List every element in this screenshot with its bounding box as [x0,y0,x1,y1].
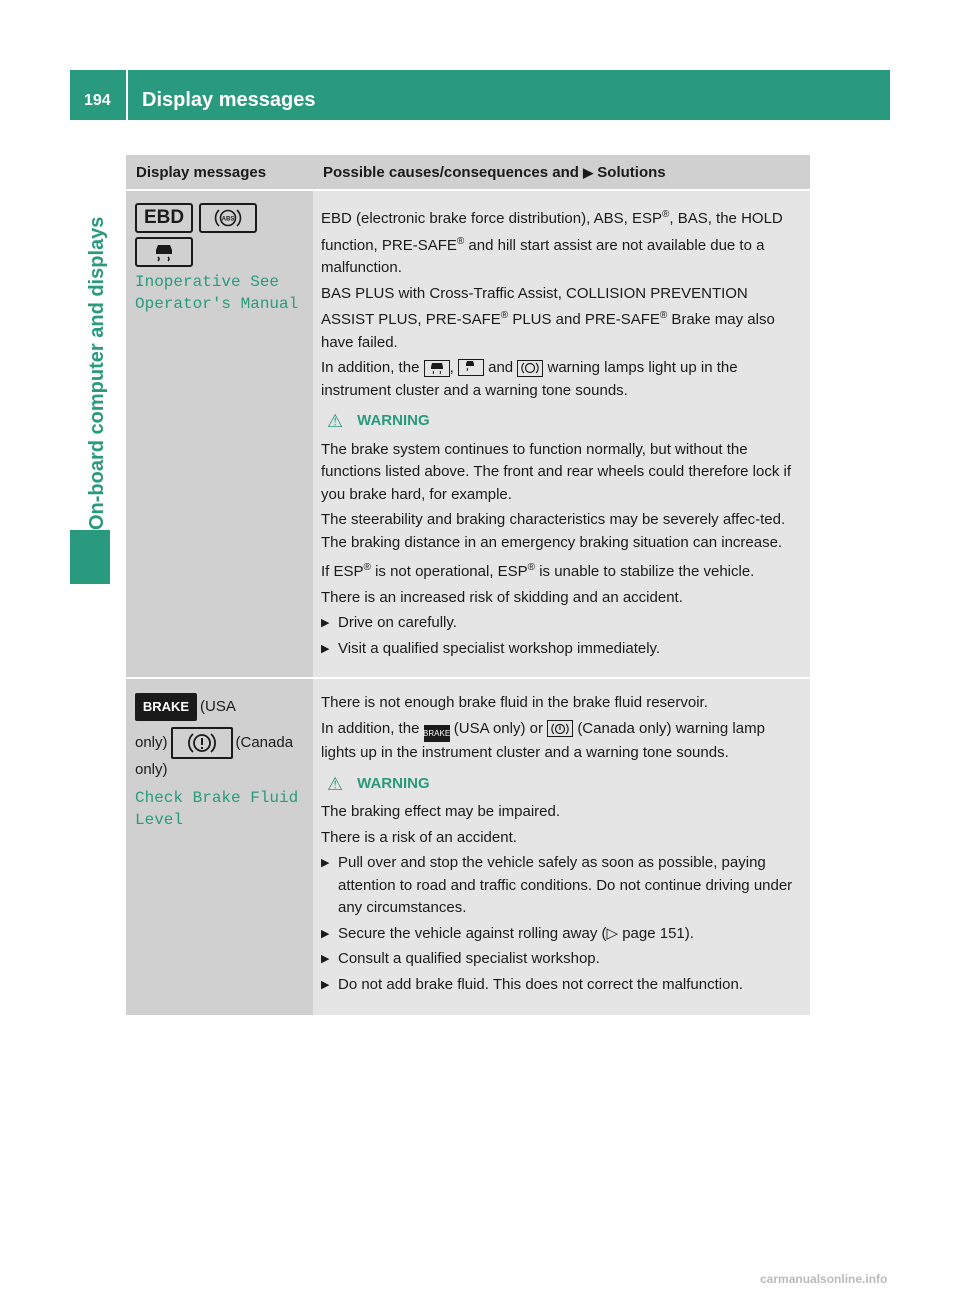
bullet-arrow-icon: ▶ [321,642,330,655]
bullet-arrow-icon: ▶ [321,978,330,991]
svg-text:ABS: ABS [221,216,235,223]
list-item: ▶ Visit a qualified specialist workshop immediately. [321,638,802,661]
display-message-cell: BRAKE (USA only) (Canada only) Check Brake Fluid Level [126,679,313,1015]
abs-warning-icon [517,360,543,377]
bullet-arrow-icon: ▶ [321,617,330,629]
esp-off-icon [458,359,484,376]
page-reference-link[interactable]: page 151). [622,924,694,942]
brake-warning-icon [547,720,573,737]
page-title: Display messages [142,89,316,111]
display-message-text: Check Brake Fluid Level [135,789,299,829]
table-header-row [126,155,810,191]
esp-car-skid-icon [135,237,193,267]
car-skid-icon [424,360,450,377]
ebd-icon: EBD [135,203,193,233]
list-item: ▶ Secure the vehicle against rolling away (▷ page 151). [321,923,802,946]
bullet-arrow-icon: ▶ [321,953,330,966]
warning-heading: ⚠ WARNING [327,411,430,431]
list-item: ▶ Pull over and stop the vehicle safely as soon as possible, paying attention to road and traffic conditions. Do not continue driving under any circumstances. [321,852,802,920]
col-causes-header: Possible causes/consequences and ▶ Solutions [323,164,666,181]
list-item: ▶ Drive on carefully. [321,612,802,635]
page-reference-icon: ▷ [606,924,619,942]
warning-triangle-icon: ⚠ [327,411,344,431]
brake-icon: BRAKE [135,693,197,721]
bullet-arrow-icon: ▶ [321,857,330,870]
brake-warning-icon [171,727,233,759]
bullet-arrow-icon: ▶ [321,927,330,940]
side-section-label: On-board computer and displays [86,216,108,530]
warning-triangle-icon: ⚠ [327,773,344,794]
causes-solutions-cell: EBD (electronic brake force distribution), ABS, ESP®, BAS, the HOLD function, PRE-SAFE® and hill start assist are not available due to a malfunction. BAS PLUS with Cross-Traffic Assist, COLLISION PREVENTION ASSIST PLUS, PRE-SAFE® PLUS and PRE-SAFE® Brake may also have failed. In addition, the , and warning lamps light up in the instrument cluster and a warning tone sounds. ⚠ WARNING The brake system continues to function normally, but without the functions listed above. The front and rear wheels could therefore lock if you brake hard, for example. The steerability and braking characteristics may be severely affec-ted. The braking distance in an emergency braking situation can increase. If ESP® is not operational, ESP® is unable to stabilize the vehicle. There is an increased risk of skidding and an accident. ▶ Drive on carefully. ▶ Visit a qualified specialist workshop immediately. [313,191,810,677]
list-item: ▶ Do not add brake fluid. This does not correct the malfunction. [321,974,802,997]
list-item: ▶ Consult a qualified specialist workshop. [321,948,802,971]
page-number: 194 [84,92,111,109]
header-divider [126,70,128,120]
col-display-messages-header: Display messages [136,164,267,181]
footer-watermark: carmanualsonline.info [760,1272,888,1286]
table-row [126,679,810,1017]
display-message-text: Inoperative See Operator's Manual [135,273,299,313]
solutions-arrow-icon: ▶ [583,165,594,180]
display-message-cell [126,191,313,677]
abs-icon [199,203,257,233]
warning-heading: ⚠ WARNING [327,773,430,794]
display-messages-table [126,155,810,1017]
side-tab-block [70,530,110,584]
table-row [126,191,810,679]
brake-icon: BRAKE [424,725,450,742]
causes-solutions-cell: There is not enough brake fluid in the brake fluid reservoir. In addition, the BRAKE (USA only) or (Canada only) warning lamp lights up in the instrument cluster and a warning tone sounds. ⚠ WARNING The braking effect may be impaired. There is a risk of an accident. ▶ Pull over and stop the vehicle safely as soon as possible, paying attention to road and traffic conditions. Do not continue driving under any circumstances. ▶ Secure the vehicle against rolling away (▷ page 151). ▶ Consult a qualified specialist workshop. ▶ Do not add brake fluid. This does not correct the malfunction. [313,679,810,1015]
